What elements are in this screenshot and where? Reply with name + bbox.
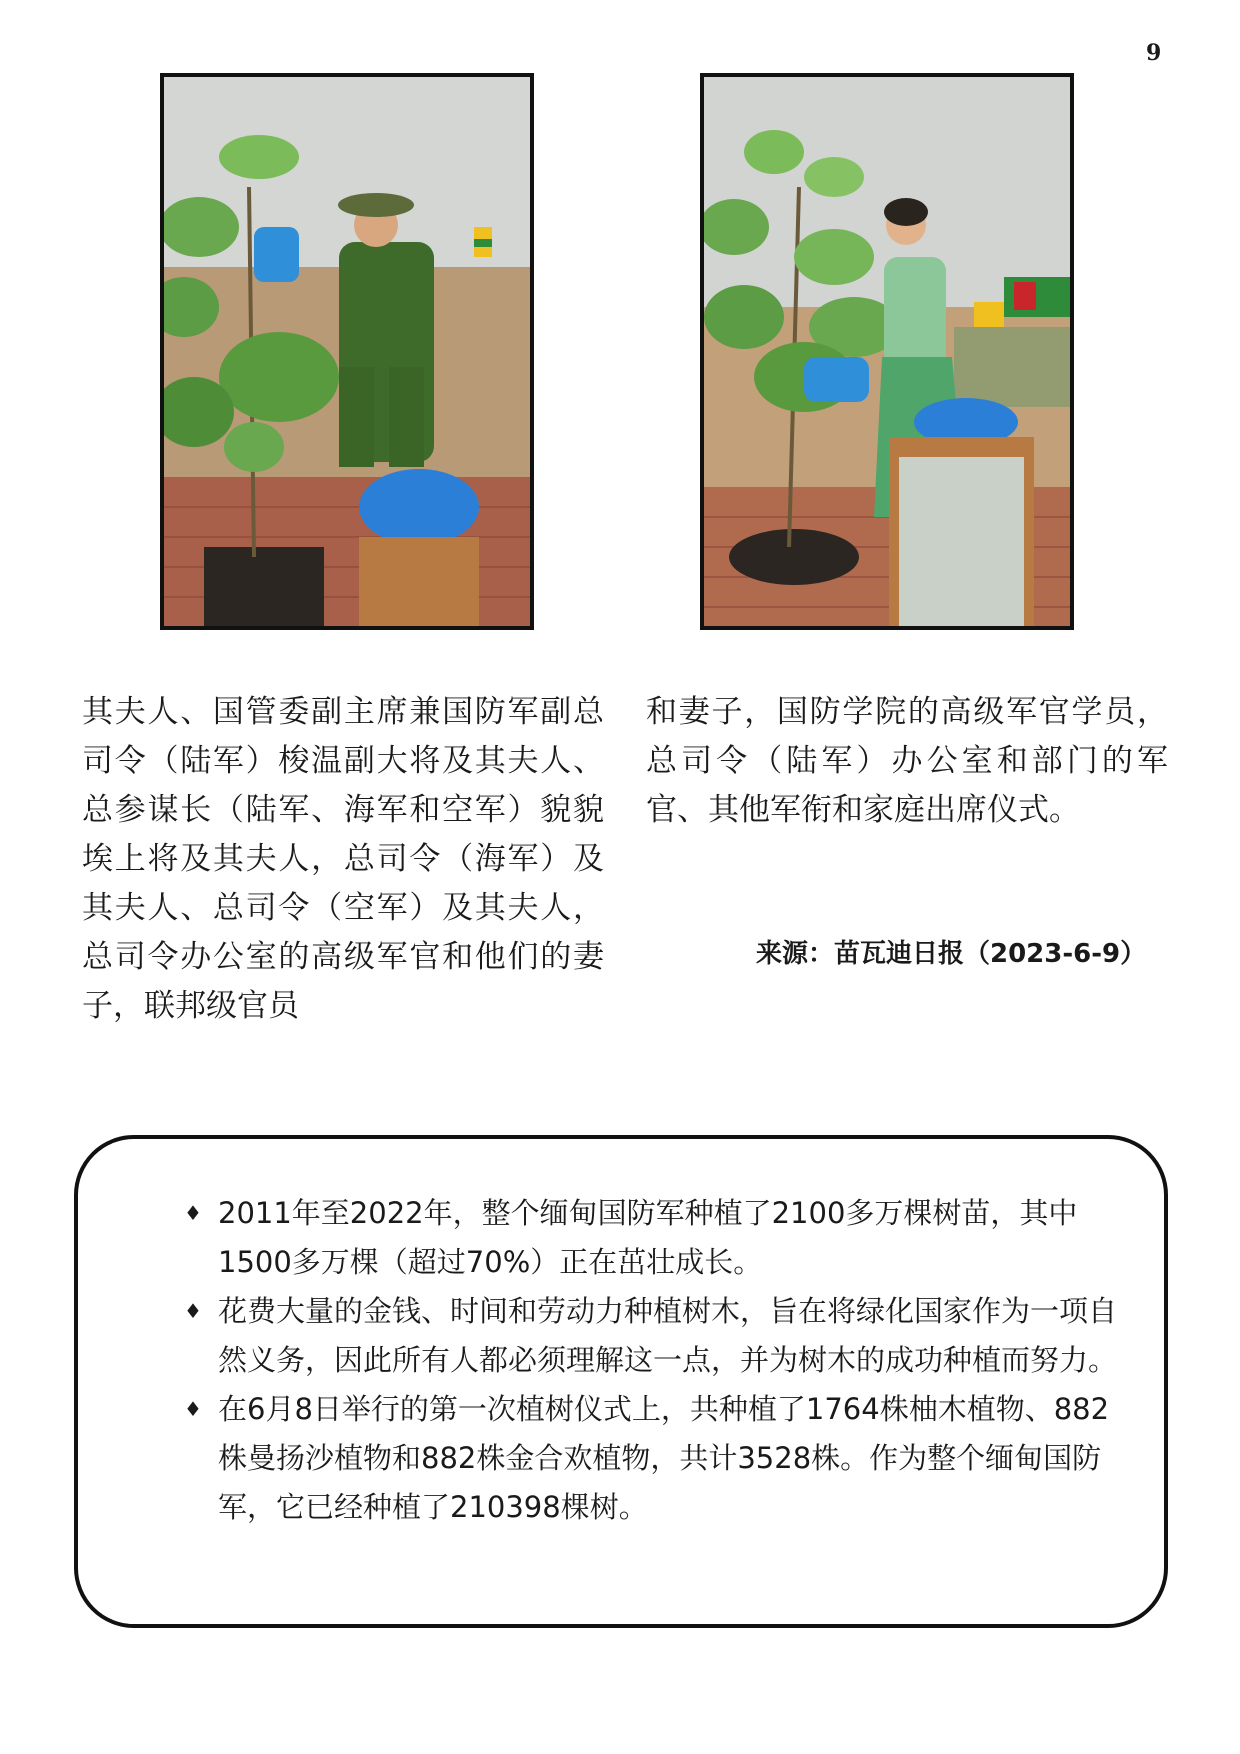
photo-woman-watering-tree: [700, 73, 1074, 630]
photo-officer-watering-tree-image: [164, 77, 530, 626]
paragraph-left: 其夫人、国管委副主席兼国防军副总司令（陆军）梭温副大将及其夫人、总参谋长（陆军、海军和空军）貌貌埃上将及其夫人，总司令（海军）及其夫人、总司令（空军）及其夫人，总司令办公室的高级军官和他们的妻子，联邦级官员: [82, 694, 604, 1024]
diamond-bullet-icon: ♦: [184, 1397, 202, 1421]
summary-list: [108, 1189, 1138, 1532]
summary-item: [108, 1385, 1138, 1532]
photo-woman-watering-tree-image: [704, 77, 1070, 626]
diamond-bullet-icon: ♦: [184, 1299, 202, 1323]
summary-item-text: 花费大量的金钱、时间和劳动力种植树木，旨在将绿化国家作为一项自然义务，因此所有人都必须理解这一点，并为树木的成功种植而努力。: [218, 1294, 1118, 1377]
photo-officer-watering-tree: [160, 73, 534, 630]
paragraph-right: 和妻子，国防学院的高级军官学员，总司令（陆军）办公室和部门的军官、其他军衔和家庭出席仪式。: [646, 694, 1168, 828]
summary-item: [108, 1189, 1138, 1287]
page-number: 9: [1146, 40, 1162, 66]
source-citation: 来源：苗瓦迪日报（2023-6-9）: [756, 939, 1147, 969]
summary-item-text: 在6月8日举行的第一次植树仪式上，共种植了1764株柚木植物、882株曼扬沙植物和882株金合欢植物，共计3528株。作为整个缅甸国防军，它已经种植了210398棵树。: [218, 1392, 1110, 1524]
summary-item-text: 2011年至2022年，整个缅甸国防军种植了2100多万棵树苗，其中1500多万棵（超过70%）正在茁壮成长。: [218, 1196, 1078, 1279]
summary-box: [74, 1135, 1168, 1628]
diamond-bullet-icon: ♦: [184, 1201, 202, 1225]
summary-item: [108, 1287, 1138, 1385]
